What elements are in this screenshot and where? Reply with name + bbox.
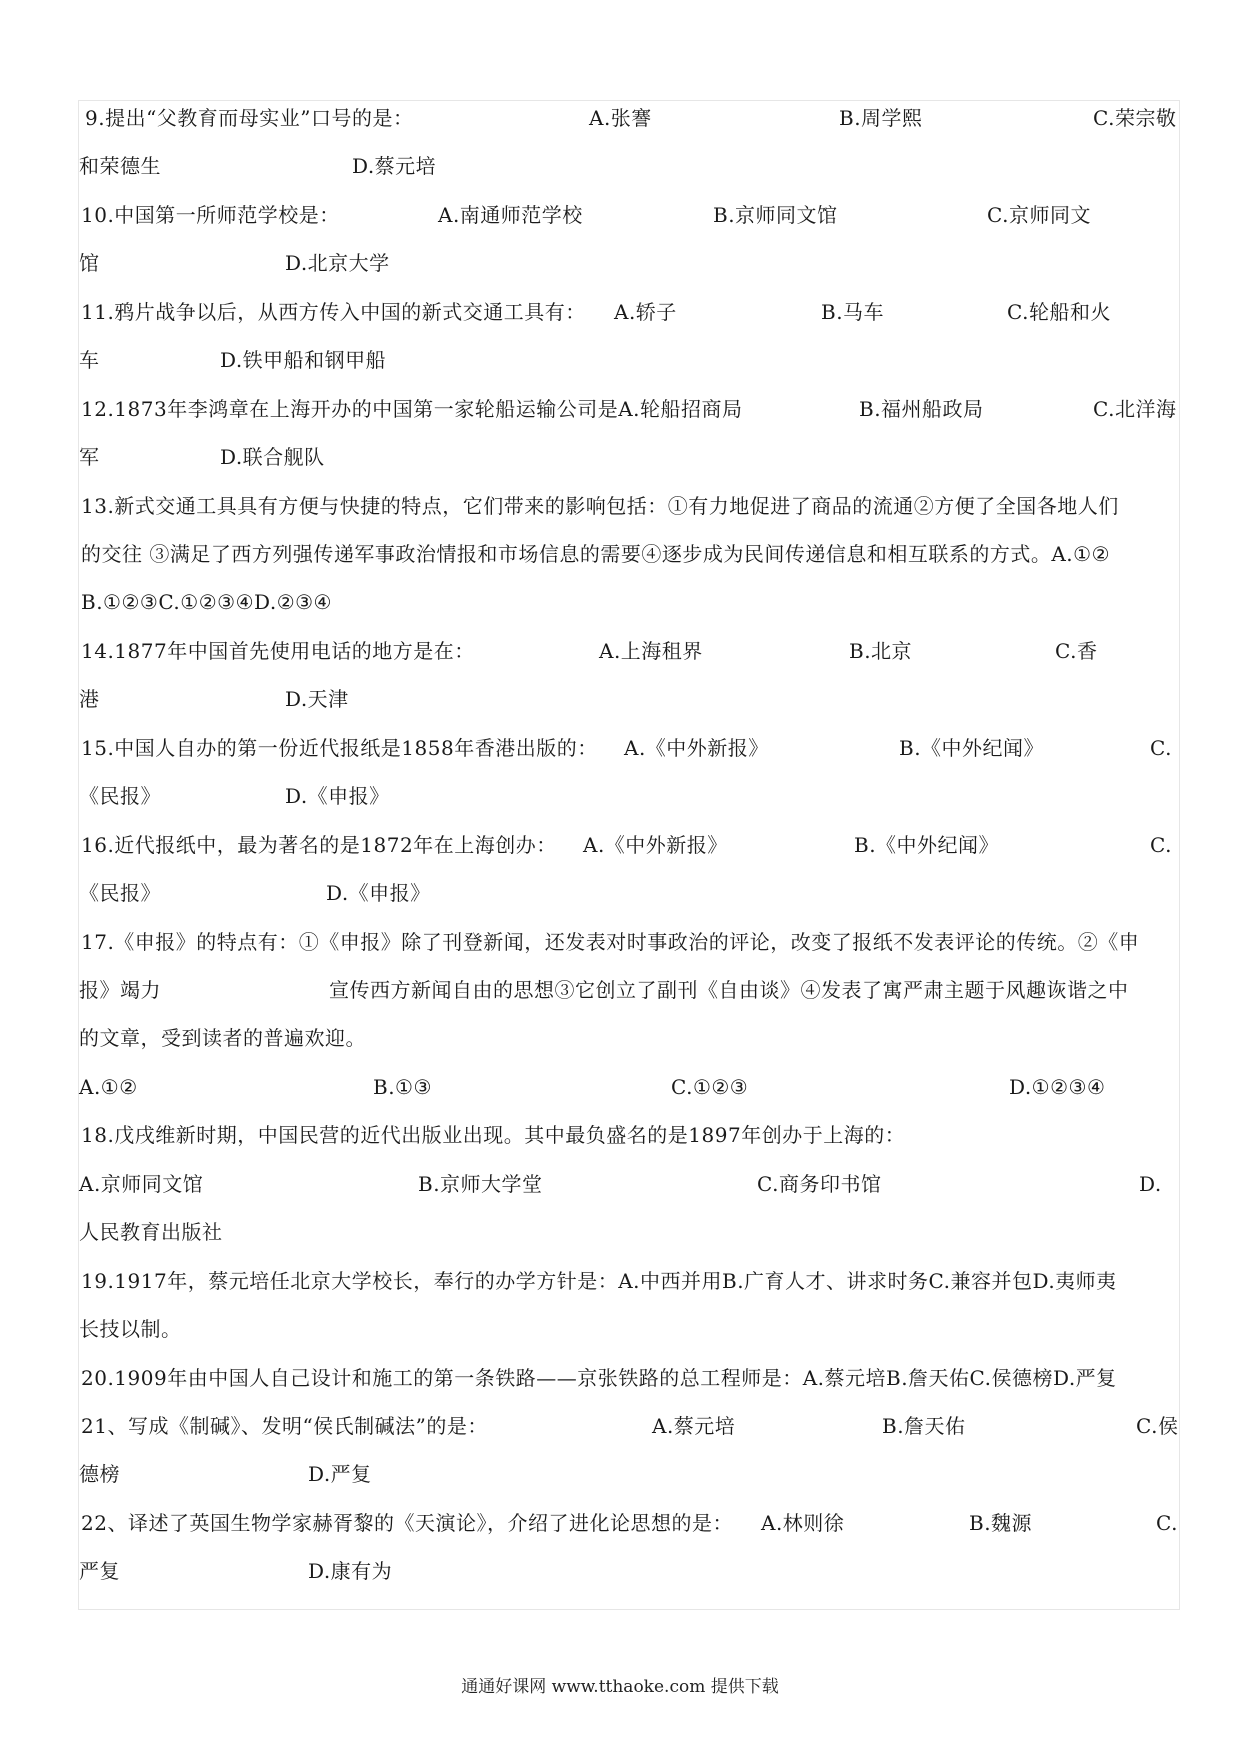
question-option: A.蔡元培 bbox=[652, 1414, 736, 1438]
question-option: C.商务印书馆 bbox=[757, 1172, 882, 1196]
question-option: A.①② bbox=[79, 1075, 138, 1099]
question-option: C.北洋海 bbox=[1093, 397, 1177, 421]
question-option: 馆 bbox=[79, 251, 100, 275]
question-option: B.①②③C.①②③④D.②③④ bbox=[81, 590, 332, 614]
question-option: B.京师大学堂 bbox=[418, 1172, 543, 1196]
question-option: 的交往 ③满足了西方列强传递军事政治情报和市场信息的需要④逐步成为民间传递信息和相互联系的方式。A.①② bbox=[81, 542, 1111, 566]
question-option: 德榜 bbox=[79, 1462, 120, 1486]
question-text: 13.新式交通工具具有方便与快捷的特点，它们带来的影响包括：①有力地促进了商品的流通②方便了全国各地人们 bbox=[81, 494, 1119, 518]
question-option: B.①③ bbox=[373, 1075, 432, 1099]
question-option: 港 bbox=[79, 687, 100, 711]
question-option: D.铁甲船和钢甲船 bbox=[220, 348, 387, 372]
question-text: 19.1917年，蔡元培任北京大学校长，奉行的办学方针是：A.中西并用B.广育人才、讲求时务C.兼容并包D.夷师夷 bbox=[81, 1269, 1117, 1293]
question-option: 人民教育出版社 bbox=[79, 1220, 223, 1244]
question-text: 10.中国第一所师范学校是： bbox=[81, 203, 340, 227]
question-option: B.周学熙 bbox=[839, 106, 923, 130]
document-body bbox=[78, 100, 1180, 1610]
question-text: 20.1909年由中国人自己设计和施工的第一条铁路——京张铁路的总工程师是：A.蔡元培B.詹天佑C.侯德榜D.严复 bbox=[81, 1366, 1117, 1390]
question-option: B.《中外纪闻》 bbox=[854, 833, 1000, 857]
question-option: 《民报》 bbox=[79, 784, 161, 808]
question-option: A.林则徐 bbox=[761, 1511, 845, 1535]
question-option: 的文章，受到读者的普遍欢迎。 bbox=[79, 1026, 366, 1050]
question-option: 车 bbox=[79, 348, 100, 372]
question-option: 长技以制。 bbox=[79, 1317, 182, 1341]
question-option: C.轮船和火 bbox=[1007, 300, 1111, 324]
question-option: D.康有为 bbox=[308, 1559, 393, 1583]
question-option: 报》竭力 bbox=[79, 978, 161, 1002]
question-text: 9.提出“父教育而母实业”口号的是： bbox=[85, 106, 414, 130]
question-option: C.京师同文 bbox=[987, 203, 1091, 227]
question-option: B.京师同文馆 bbox=[713, 203, 838, 227]
question-option: A.京师同文馆 bbox=[79, 1172, 204, 1196]
question-text: 16.近代报纸中，最为著名的是1872年在上海创办： bbox=[81, 833, 557, 857]
question-option: D.蔡元培 bbox=[352, 154, 437, 178]
question-option: D.北京大学 bbox=[285, 251, 390, 275]
question-option: C.侯 bbox=[1136, 1414, 1179, 1438]
question-text: 17.《申报》的特点有：①《申报》除了刊登新闻，还发表对时事政治的评论，改变了报纸不发表评论的传统。②《申 bbox=[81, 930, 1140, 954]
question-option: 军 bbox=[79, 445, 100, 469]
question-option: B.詹天佑 bbox=[882, 1414, 966, 1438]
question-option: A.南通师范学校 bbox=[438, 203, 583, 227]
question-text: 15.中国人自办的第一份近代报纸是1858年香港出版的： bbox=[81, 736, 598, 760]
question-option: A.《中外新报》 bbox=[583, 833, 728, 857]
question-option: B.马车 bbox=[821, 300, 885, 324]
question-text: 11.鸦片战争以后，从西方传入中国的新式交通工具有： bbox=[81, 300, 586, 324]
question-option: C. bbox=[1150, 833, 1172, 857]
question-option: 严复 bbox=[79, 1559, 120, 1583]
question-text: 14.1877年中国首先使用电话的地方是在： bbox=[81, 639, 475, 663]
question-option: A.上海租界 bbox=[599, 639, 703, 663]
question-text: 18.戊戌维新时期，中国民营的近代出版业出现。其中最负盛名的是1897年创办于上海的： bbox=[81, 1123, 906, 1147]
question-option: A.《中外新报》 bbox=[624, 736, 769, 760]
question-option: B.《中外纪闻》 bbox=[899, 736, 1045, 760]
question-text: 21、写成《制碱》、发明“侯氏制碱法”的是： bbox=[81, 1414, 488, 1438]
question-option: A.张謇 bbox=[589, 106, 652, 130]
question-option: B.北京 bbox=[849, 639, 913, 663]
question-option: D.天津 bbox=[285, 687, 349, 711]
question-option: D. bbox=[1139, 1172, 1162, 1196]
question-option: C.荣宗敬 bbox=[1093, 106, 1177, 130]
question-option: C.①②③ bbox=[671, 1075, 749, 1099]
question-option: 《民报》 bbox=[79, 881, 161, 905]
question-option: B.福州船政局 bbox=[859, 397, 984, 421]
question-option: A.轿子 bbox=[614, 300, 677, 324]
question-text: 22、译述了英国生物学家赫胥黎的《天演论》，介绍了进化论思想的是： bbox=[81, 1511, 733, 1535]
question-text: 12.1873年李鸿章在上海开办的中国第一家轮船运输公司是A.轮船招商局 bbox=[81, 397, 743, 421]
question-option: D.《申报》 bbox=[285, 784, 390, 808]
question-option: C. bbox=[1150, 736, 1172, 760]
question-option: 宣传西方新闻自由的思想③它创立了副刊《自由谈》④发表了寓严肃主题于风趣诙谐之中 bbox=[329, 978, 1129, 1002]
question-option: 和荣德生 bbox=[79, 154, 161, 178]
question-option: B.魏源 bbox=[969, 1511, 1033, 1535]
question-option: D.严复 bbox=[308, 1462, 372, 1486]
page-footer: 通通好课网 www.tthaoke.com 提供下载 bbox=[461, 1677, 779, 1697]
question-option: D.①②③④ bbox=[1009, 1075, 1106, 1099]
question-option: C. bbox=[1156, 1511, 1178, 1535]
question-option: D.联合舰队 bbox=[220, 445, 325, 469]
question-option: D.《申报》 bbox=[326, 881, 431, 905]
question-option: C.香 bbox=[1055, 639, 1098, 663]
